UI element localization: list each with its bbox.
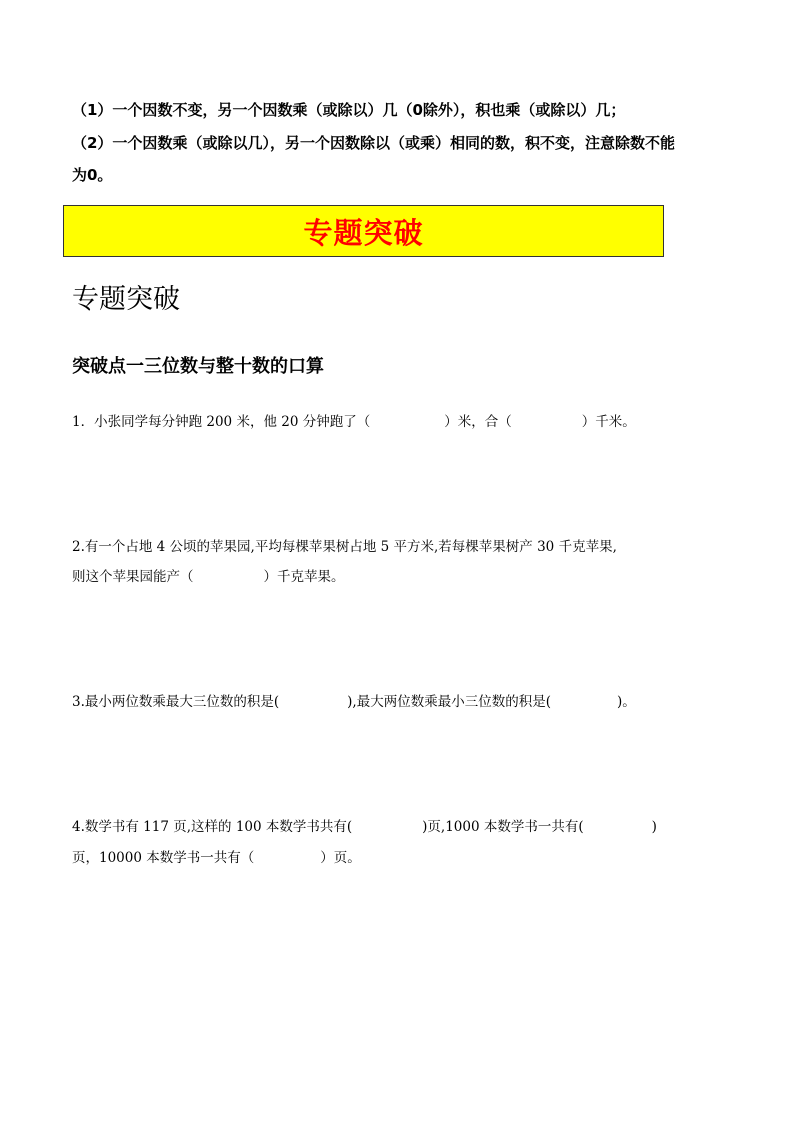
question-4-text-a: 4.数学书有 117 页,这样的 100 本数学书共有( [72, 819, 353, 835]
section-title: 专题突破 [72, 284, 180, 315]
question-4-text-d: 页，10000 本数学书一共有（ [72, 850, 255, 866]
question-1-text-c: ）千米。 [581, 414, 636, 430]
rule-line-1: （1）一个因数不变，另一个因数乘（或除以）几（0除外），积也乘（或除以）几； [72, 101, 626, 119]
question-2-text-a: 2.有一个占地 4 公顷的苹果园,平均每棵苹果树占地 5 平方米,若每棵苹果树产 30 千克苹果, [72, 539, 617, 555]
topic-banner [63, 205, 664, 257]
question-1-line-1 [72, 411, 636, 433]
question-1-text-a: 1．小张同学每分钟跑 200 米，他 20 分钟跑了（ [72, 414, 371, 430]
rule-line-3: 为0。 [72, 166, 113, 184]
question-2-line-1 [72, 536, 617, 558]
question-4-line-1 [72, 816, 657, 838]
rule-line-2: （2）一个因数乘（或除以几），另一个因数除以（或乘）相同的数，积不变，注意除数不能 [72, 134, 675, 152]
question-3-text-b: ),最大两位数乘最小三位数的积是( [347, 694, 551, 710]
question-4-text-e: ）页。 [320, 850, 361, 866]
question-4-line-2 [72, 847, 361, 869]
banner-title: 专题突破 [303, 215, 424, 250]
question-2-text-b: 则这个苹果园能产（ [72, 569, 194, 585]
question-2-line-2 [72, 566, 345, 588]
question-3-text-c: )。 [616, 694, 636, 710]
question-4-text-c: ) [651, 819, 657, 835]
question-3-text-a: 3.最小两位数乘最大三位数的积是( [72, 694, 280, 710]
question-4-text-b: )页,1000 本数学书一共有( [422, 819, 584, 835]
question-3-line-1 [72, 691, 636, 713]
question-2-text-c: ）千克苹果。 [263, 569, 345, 585]
question-1-text-b: ）米，合（ [444, 414, 512, 430]
breakthrough-subheading: 突破点一三位数与整十数的口算 [72, 356, 324, 377]
